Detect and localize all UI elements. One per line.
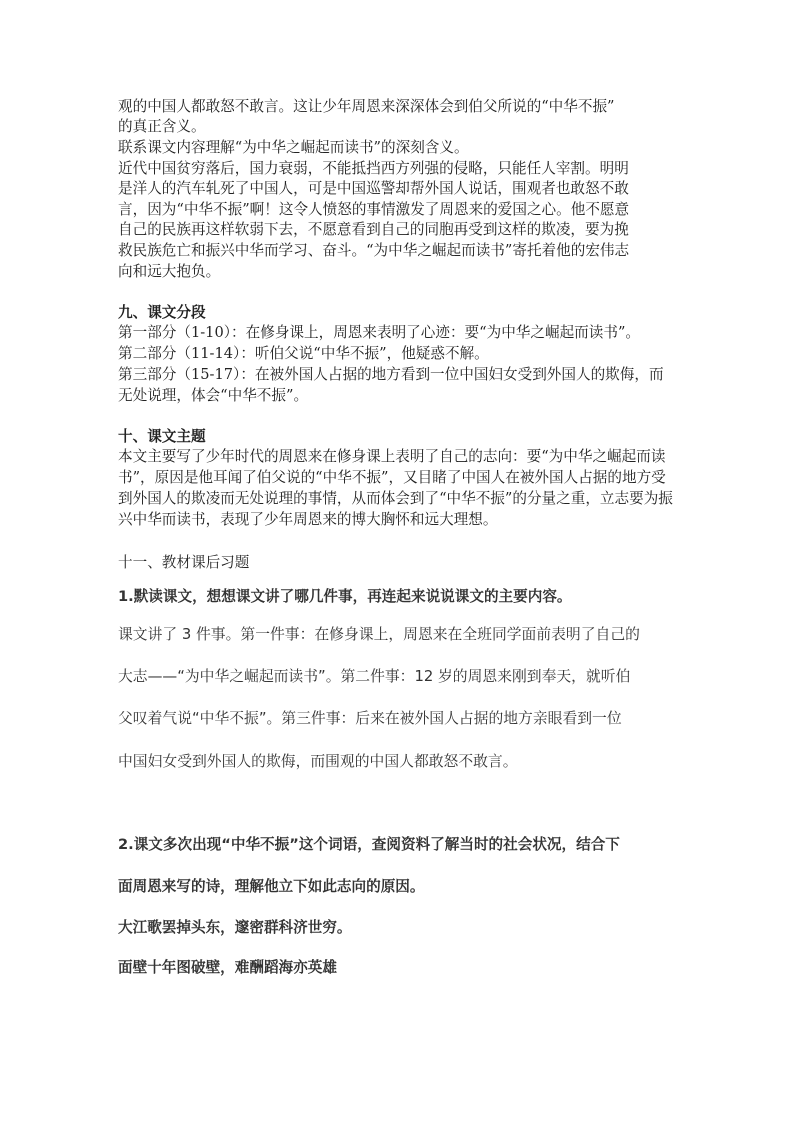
paragraph-line: 观的中国人都敢怒不敢言。这让少年周恩来深深体会到伯父所说的“中华不振”: [118, 98, 615, 115]
paragraph-line: 到外国人的欺凌而无处说理的事情，从而体会到了“中华不振”的分量之重，立志要为振: [118, 490, 673, 507]
section-heading: 十一、教材课后习题: [118, 554, 250, 571]
answer-line: 父叹着气说“中华不振”。第三件事：后来在被外国人占据的地方亲眼看到一位: [118, 710, 622, 727]
paragraph-line: 救民族危亡和振兴中华而学习、奋斗。“为中华之崛起而读书”寄托着他的宏伟志: [118, 242, 630, 259]
answer-line: 大志——“为中华之崛起而读书”。第二件事：12 岁的周恩来刚到奉天，就听伯: [118, 668, 631, 685]
poem-line: 面壁十年图破壁，难酬蹈海亦英雄: [118, 959, 337, 976]
paragraph-line: 第二部分（11-14）：听伯父说“中华不振”，他疑惑不解。: [118, 345, 489, 362]
paragraph-line: 的真正含义。: [118, 118, 206, 135]
paragraph-line: 无处说理，体会“中华不振”。: [118, 387, 309, 404]
paragraph-line: 本文主要写了少年时代的周恩来在修身课上表明了自己的志向：要“为中华之崛起而读: [118, 448, 666, 465]
paragraph-line: 是洋人的汽车轧死了中国人，可是中国巡警却帮外国人说话，围观者也敢怒不敢: [118, 180, 629, 197]
paragraph-line: 第一部分（1-10）：在修身课上，周恩来表明了心迹：要“为中华之崛起而读书”。: [118, 324, 641, 341]
question-2: 2.课文多次出现“中华不振”这个词语，查阅资料了解当时的社会状况，结合下: [118, 836, 620, 853]
paragraph-line: 第三部分（15-17）：在被外国人占据的地方看到一位中国妇女受到外国人的欺侮，而: [118, 366, 664, 383]
paragraph-line: 书”，原因是他耳闻了伯父说的“中华不振”，又目睹了中国人在被外国人占据的地方受: [118, 469, 666, 486]
answer-line: 课文讲了 3 件事。第一件事：在修身课上，周恩来在全班同学面前表明了自己的: [118, 626, 640, 643]
paragraph-line: 自己的民族再这样软弱下去，不愿意看到自己的同胞再受到这样的欺凌，要为挽: [118, 221, 629, 238]
paragraph-line: 兴中华而读书，表现了少年周恩来的博大胸怀和远大理想。: [118, 511, 498, 528]
paragraph-line: 近代中国贫穷落后，国力衰弱，不能抵挡西方列强的侵略，只能任人宰割。明明: [118, 160, 629, 177]
question-2: 面周恩来写的诗，理解他立下如此志向的原因。: [118, 878, 425, 895]
paragraph-line: 言，因为“中华不振”啊！这令人愤怒的事情激发了周恩来的爱国之心。他不愿意: [118, 201, 630, 218]
answer-line: 中国妇女受到外国人的欺侮，而围观的中国人都敢怒不敢言。: [118, 753, 518, 770]
section-heading: 九、课文分段: [118, 304, 206, 321]
paragraph-line: 向和远大抱负。: [118, 263, 221, 280]
poem-line: 大江歌罢掉头东，邃密群科济世穷。: [118, 919, 352, 936]
section-heading: 十、课文主题: [118, 428, 206, 445]
question-1: 1.默读课文，想想课文讲了哪几件事，再连起来说说课文的主要内容。: [118, 588, 572, 605]
paragraph-line: 联系课文内容理解“为中华之崛起而读书”的深刻含义。: [118, 139, 469, 156]
